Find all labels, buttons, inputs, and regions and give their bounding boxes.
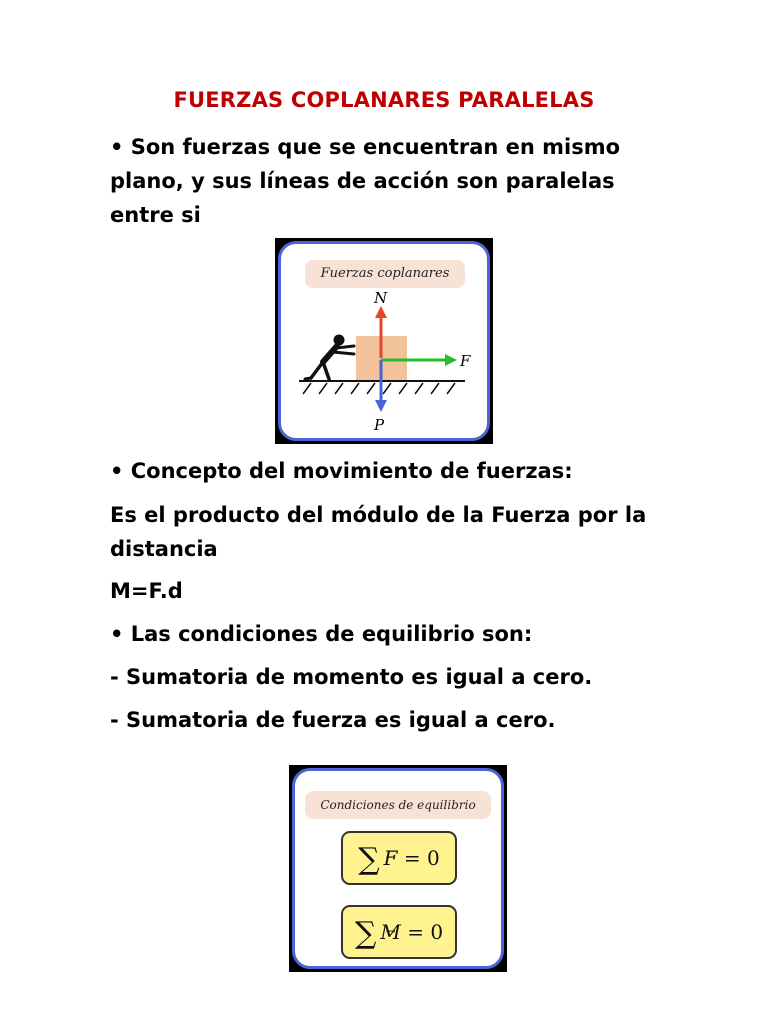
person-icon — [305, 335, 354, 379]
vector-m: → M — [380, 920, 400, 944]
equation-sum-forces — [341, 831, 457, 885]
paragraph-concept-heading: • Concepto del movimiento de fuerzas: — [110, 459, 573, 483]
equation-rest: = 0 — [400, 920, 444, 944]
sum-symbol: ∑ — [358, 842, 380, 877]
page-title: FUERZAS COPLANARES PARALELAS — [173, 88, 595, 112]
formula-moment: M=F.d — [110, 579, 183, 603]
figure-label: Condiciones de equilibrio — [305, 791, 491, 819]
weight-arrowhead — [375, 400, 387, 412]
figure-card — [292, 768, 504, 969]
label-n: N — [374, 289, 388, 307]
normal-arrowhead — [375, 306, 387, 318]
figure-label: Fuerzas coplanares — [305, 260, 465, 288]
figure-coplanar-forces — [275, 238, 493, 444]
condition-moment: - Sumatoria de momento es igual a cero. — [110, 665, 593, 689]
paragraph-concept: Es el producto del módulo de la Fuerza por la distancia — [110, 503, 647, 561]
label-p: P — [374, 416, 385, 434]
force-arrowhead — [445, 354, 457, 366]
paragraph-conditions-heading: • Las condiciones de equilibrio son: — [110, 622, 533, 646]
condition-force: - Sumatoria de fuerza es igual a cero. — [110, 708, 556, 732]
vector-f: → F — [384, 846, 398, 870]
force-diagram — [275, 238, 493, 444]
label-f: F — [460, 352, 471, 370]
figure-equilibrium-conditions — [289, 765, 507, 972]
sum-symbol: ∑ — [354, 916, 377, 951]
equation-sum-moments — [341, 905, 457, 959]
equation-rest: = 0 — [397, 846, 440, 870]
ground-hatching — [303, 383, 455, 394]
paragraph-definition: • Son fuerzas que se encuentran en mismo plano, y sus líneas de acción son paralelas entre si — [110, 135, 621, 227]
